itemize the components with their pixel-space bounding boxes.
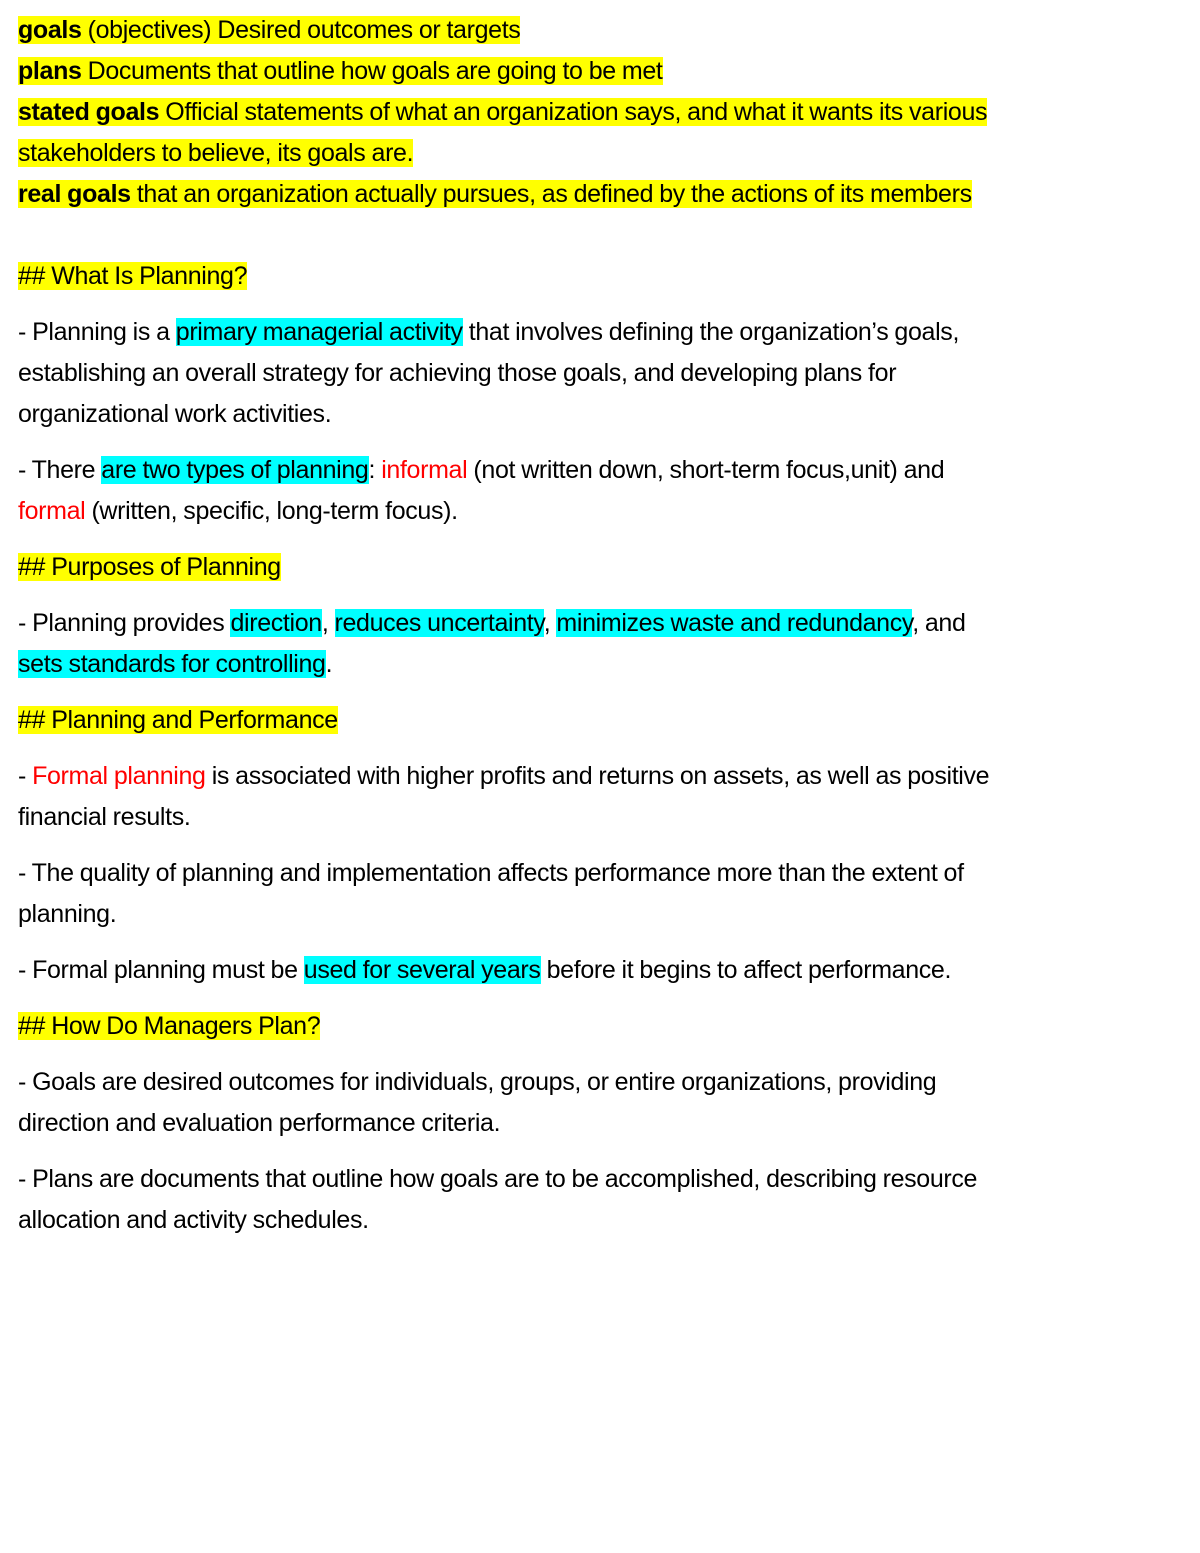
definition-text: stakeholders to believe, its goals are. (18, 139, 414, 167)
definition-text: that an organization actually pursues, as defined by the actions of its members (130, 180, 972, 208)
section-heading-what-is-planning: ## What Is Planning? (18, 262, 248, 290)
paragraph-line: organizational work activities. (18, 400, 332, 428)
definition-text: Official statements of what an organization says, and what it wants its various (159, 98, 988, 126)
definition-term: plans (18, 57, 82, 85)
section-heading-purposes: ## Purposes of Planning (18, 553, 281, 581)
definition-plans (18, 51, 1186, 92)
definition-term: real goals (18, 180, 131, 208)
paragraph-line: financial results. (18, 803, 191, 831)
definition-term: stated goals (18, 98, 160, 126)
highlighted-phrase: primary managerial activity (175, 318, 463, 346)
red-term-formal: formal (18, 497, 86, 525)
definition-text: Documents that outline how goals are going to be met (81, 57, 663, 85)
red-term-formal-planning: Formal planning (32, 762, 206, 790)
document-page (18, 10, 1186, 1241)
paragraph-line: - Formal planning must be used for several years before it begins to affect performance. (18, 956, 952, 984)
highlighted-phrase: sets standards for controlling (18, 650, 326, 678)
paragraph-line: formal (written, specific, long-term focus). (18, 497, 458, 525)
paragraph-line: - There are two types of planning: informal (not written down, short-term focus,unit) and (18, 456, 945, 484)
highlighted-phrase: used for several years (303, 956, 541, 984)
paragraph-line: - Formal planning is associated with higher profits and returns on assets, as well as positive (18, 762, 990, 790)
section-heading-performance: ## Planning and Performance (18, 706, 338, 734)
highlighted-phrase: direction (230, 609, 322, 637)
paragraph-line: - Planning is a primary managerial activity that involves defining the organization’s goals, (18, 318, 960, 346)
definition-stated-goals-cont (18, 133, 1186, 174)
definition-stated-goals (18, 92, 1186, 133)
blank-line (18, 215, 1186, 256)
definition-real-goals (18, 174, 1186, 215)
paragraph-line: direction and evaluation performance criteria. (18, 1109, 501, 1137)
definition-goals (18, 10, 1186, 51)
highlighted-phrase: reduces uncertainty (334, 609, 544, 637)
paragraph-line: - Goals are desired outcomes for individuals, groups, or entire organizations, providing (18, 1068, 937, 1096)
definition-text: (objectives) Desired outcomes or targets (81, 16, 521, 44)
paragraph-line: allocation and activity schedules. (18, 1206, 369, 1234)
highlighted-phrase: minimizes waste and redundancy (556, 609, 913, 637)
definition-term: goals (18, 16, 82, 44)
paragraph-line: sets standards for controlling. (18, 650, 333, 678)
paragraph-line: planning. (18, 900, 117, 928)
paragraph-line: - The quality of planning and implementation affects performance more than the extent of (18, 859, 964, 887)
section-heading-how-managers-plan: ## How Do Managers Plan? (18, 1012, 321, 1040)
red-term-informal: informal (381, 456, 468, 484)
paragraph-line: establishing an overall strategy for achieving those goals, and developing plans for (18, 359, 897, 387)
highlighted-phrase: are two types of planning (101, 456, 369, 484)
paragraph-line: - Planning provides direction, reduces uncertainty, minimizes waste and redundancy, and (18, 609, 966, 637)
paragraph-line: - Plans are documents that outline how goals are to be accomplished, describing resource (18, 1165, 978, 1193)
